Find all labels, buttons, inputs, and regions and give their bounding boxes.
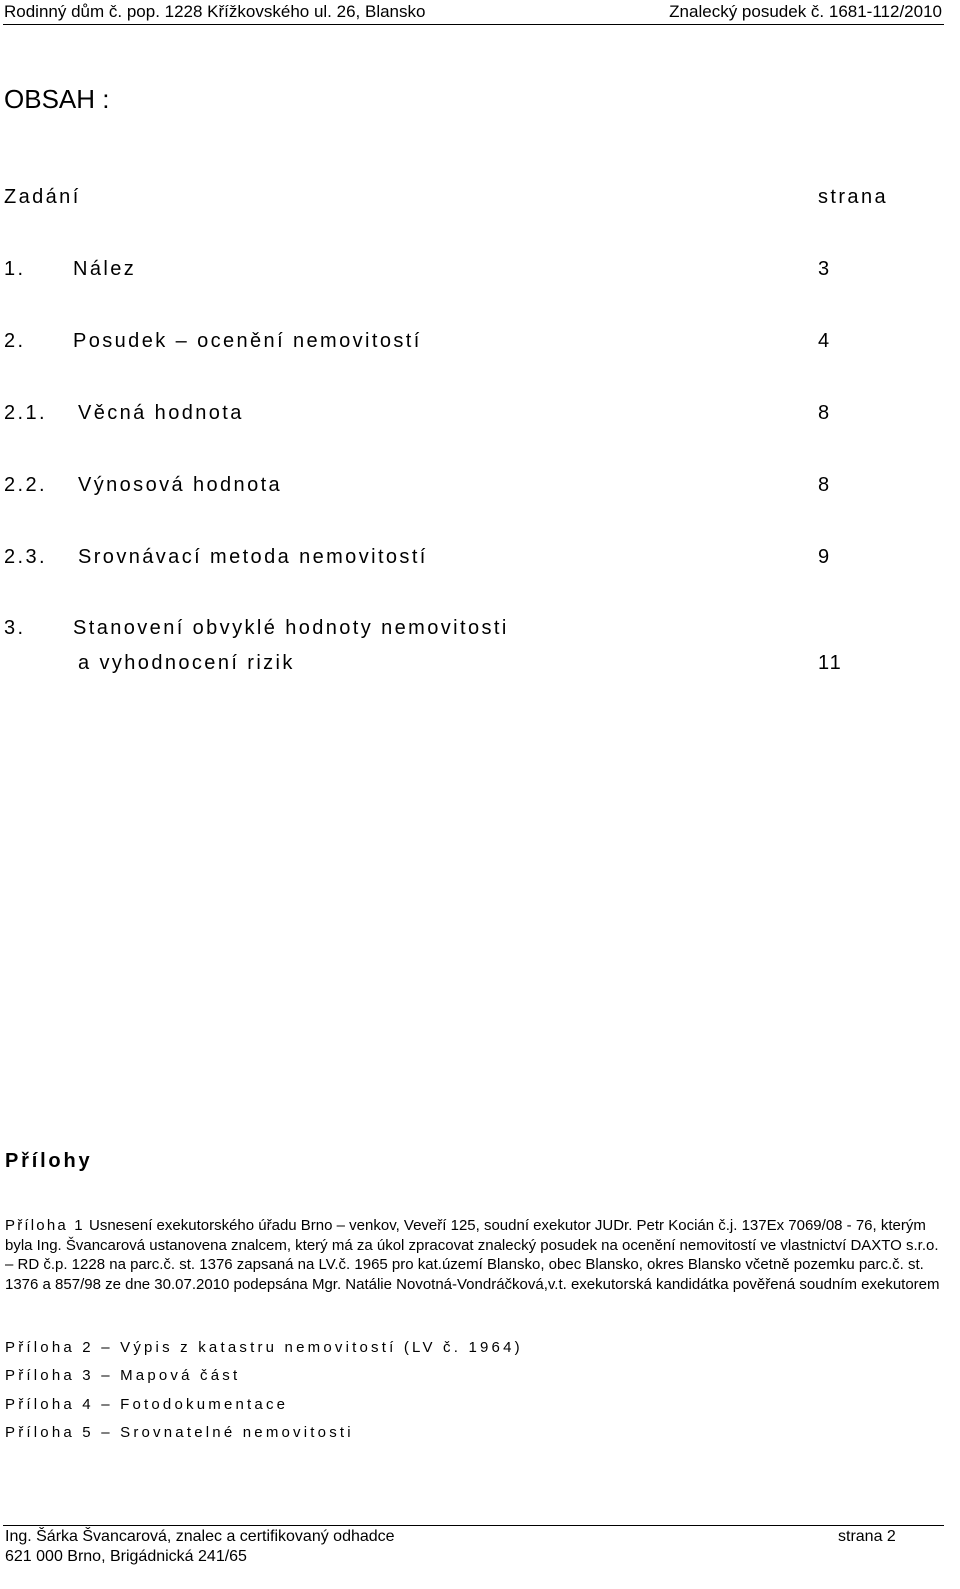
toc-item-page: 11 <box>818 652 843 674</box>
toc-item-page: 8 <box>818 402 830 424</box>
attachment-item: Příloha 2 – Výpis z katastru nemovitostí (LV č. 1964) <box>5 1339 523 1356</box>
toc-heading: Zadání <box>4 186 81 208</box>
header-right: Znalecký posudek č. 1681-112/2010 <box>669 2 942 21</box>
toc-item-num: 2. <box>4 330 26 352</box>
header-rule <box>3 24 944 25</box>
attachment-1-label: Příloha 1 <box>5 1217 85 1234</box>
toc-item-num: 2.3. <box>4 546 47 568</box>
toc-item-page: 9 <box>818 546 830 568</box>
toc-item-num: 2.2. <box>4 474 47 496</box>
header-left: Rodinný dům č. pop. 1228 Křížkovského ul. 26, Blansko <box>4 2 426 21</box>
toc-item-label: Nález <box>73 258 137 280</box>
footer-author: Ing. Šárka Švancarová, znalec a certifikovaný odhadce <box>5 1528 395 1545</box>
toc-item-num: 1. <box>4 258 26 280</box>
attachment-1-text: Usnesení exekutorského úřadu Brno – venkov, Veveří 125, soudní exekutor JUDr. Petr Kocián č.j. 137Ex 7069/08 - 76, kterým byla Ing. Švancarová ustanovena znalcem, který má za úkol zpracovat znalecký posudek na ocenění nemovitostí ve vlastnictví DAXTO s.r.o. – RD č.p. 1228 na parc.č. st. 1376 zapsaná na LV.č. 1965 pro kat.území Blansko, obec Blansko, okres Blansko včetně pozemku parc.č. st. 1376 a 857/98 ze dne 30.07.2010 podepsána Mgr. Natálie Novotná-Vondráčková,v.t. exekutorská kandidátka pověřená soudním exekutorem <box>5 1217 940 1293</box>
toc-item-label: Stanovení obvyklé hodnoty nemovitosti <box>73 617 509 639</box>
toc-item-label: Srovnávací metoda nemovitostí <box>78 546 428 568</box>
attachment-item: Příloha 5 – Srovnatelné nemovitosti <box>5 1424 354 1441</box>
attachments-heading: Přílohy <box>5 1150 93 1172</box>
toc-item-page: 3 <box>818 258 830 280</box>
attachment-item: Příloha 4 – Fotodokumentace <box>5 1396 289 1413</box>
page-title: OBSAH : <box>4 84 110 114</box>
toc-item-num: 3. <box>4 617 26 639</box>
toc-page-heading: strana <box>818 186 888 208</box>
footer-page-number: strana 2 <box>838 1528 896 1545</box>
toc-item-page: 4 <box>818 330 830 352</box>
footer-rule <box>3 1525 944 1526</box>
toc-item-label: Posudek – ocenění nemovitostí <box>73 330 422 352</box>
footer-address: 621 000 Brno, Brigádnická 241/65 <box>5 1548 247 1565</box>
attachment-1-paragraph <box>5 1216 940 1294</box>
toc-item-label: Výnosová hodnota <box>78 474 283 496</box>
toc-item-label: Věcná hodnota <box>78 402 244 424</box>
attachment-item: Příloha 3 – Mapová část <box>5 1367 241 1384</box>
toc-item-label-continued: a vyhodnocení rizik <box>78 652 295 674</box>
toc-item-num: 2.1. <box>4 402 47 424</box>
toc-item-page: 8 <box>818 474 830 496</box>
